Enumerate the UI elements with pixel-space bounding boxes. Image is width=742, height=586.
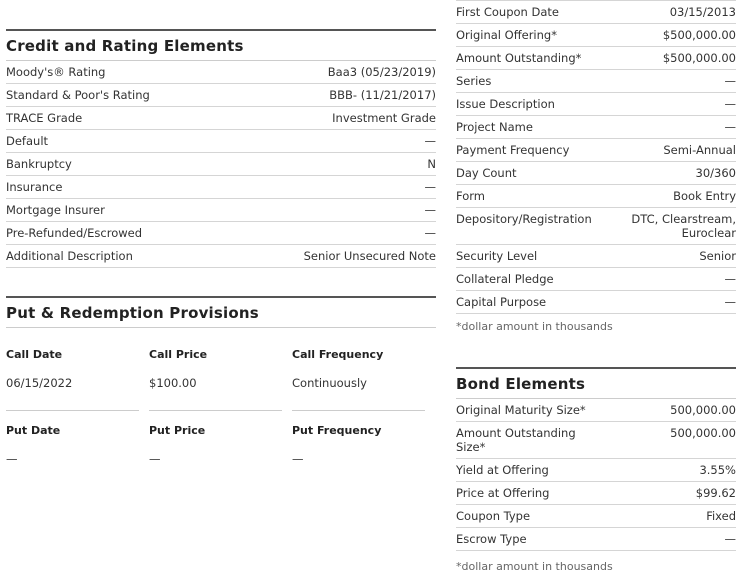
row-label: Form [456,189,485,203]
row-value: — [724,97,736,111]
row-value: — [424,203,436,217]
row-value: DTC, Clearstream, Euroclear [631,212,736,240]
row-label: Bankruptcy [6,157,72,171]
row-label: TRACE Grade [6,111,83,125]
call-frequency-label: Call Frequency [292,348,384,361]
row-value: — [724,74,736,88]
row-label: Default [6,134,49,148]
call-frequency-cell [292,348,425,411]
issue-row-first-coupon-date [456,1,736,24]
row-label: Standard & Poor's Rating [6,88,150,102]
call-date-label: Call Date [6,348,63,361]
row-value: 500,000.00 [670,426,736,440]
issue-row-payment-frequency [456,139,736,162]
row-value: — [424,180,436,194]
row-label: Coupon Type [456,509,531,523]
put-price-label: Put Price [149,424,206,437]
put-price-cell [149,424,282,466]
bond-elements-table [456,399,736,551]
put-provisions [6,424,436,466]
row-value: — [424,134,436,148]
divider [6,410,139,411]
row-value: — [724,272,736,286]
call-price-label: Call Price [149,348,208,361]
row-label: Series [456,74,492,88]
call-price-value: $100.00 [149,376,197,390]
row-value: — [424,226,436,240]
credit-row-moodys [6,61,436,84]
row-label: Moody's® Rating [6,65,106,79]
row-label: Pre-Refunded/Escrowed [6,226,143,240]
credit-rating-table [6,61,436,268]
row-value: Semi-Annual [663,143,736,157]
row-value: — [724,532,736,546]
issue-row-capital-purpose [456,291,736,314]
issue-row-amount-outstanding [456,47,736,70]
row-label: Original Maturity Size* [456,403,586,417]
bond-row-yield-at-offering [456,459,736,482]
row-label: Yield at Offering [456,463,549,477]
issue-table [456,0,736,314]
credit-row-sp [6,84,436,107]
row-value: — [724,120,736,134]
issue-footnote: *dollar amount in thousands [456,320,613,333]
issue-row-series [456,70,736,93]
row-label: Project Name [456,120,533,134]
bond-elements-title: Bond Elements [456,367,736,399]
row-value: — [724,295,736,309]
put-frequency-value: — [292,452,304,466]
bond-row-coupon-type [456,505,736,528]
left-column [6,0,436,466]
row-label: Amount Outstanding Size* [456,426,576,454]
row-label: Mortgage Insurer [6,203,105,217]
row-value: 3.55% [699,463,736,477]
bond-row-amount-outstanding-size [456,422,736,459]
put-date-cell [6,424,139,466]
row-label: Original Offering* [456,28,557,42]
issue-row-original-offering [456,24,736,47]
put-price-value: — [149,452,161,466]
row-value: $99.62 [695,486,736,500]
row-label: Payment Frequency [456,143,570,157]
divider [292,410,425,411]
call-provisions [6,348,436,411]
issue-row-form [456,185,736,208]
row-value: Senior Unsecured Note [303,249,436,263]
credit-row-prerefunded [6,222,436,245]
row-value: 30/360 [695,166,736,180]
credit-row-mortgage-insurer [6,199,436,222]
row-label: Depository/Registration [456,212,592,226]
row-value: Investment Grade [332,111,436,125]
bond-row-price-at-offering [456,482,736,505]
row-label: Additional Description [6,249,133,263]
row-label: Collateral Pledge [456,272,554,286]
credit-row-additional-description [6,245,436,268]
row-value: BBB- (11/21/2017) [329,88,436,102]
issue-row-depository [456,208,736,245]
credit-row-default [6,130,436,153]
credit-rating-title: Credit and Rating Elements [6,29,436,61]
row-value: 03/15/2013 [669,5,736,19]
bond-footnote: *dollar amount in thousands [456,560,613,573]
call-date-cell [6,348,139,411]
row-label: Escrow Type [456,532,527,546]
bond-row-escrow-type [456,528,736,551]
credit-row-trace [6,107,436,130]
issue-row-collateral-pledge [456,268,736,291]
issue-row-day-count [456,162,736,185]
row-label: Issue Description [456,97,555,111]
credit-row-insurance [6,176,436,199]
row-label: Security Level [456,249,538,263]
row-label: Day Count [456,166,517,180]
row-label: Price at Offering [456,486,550,500]
put-redemption-title: Put & Redemption Provisions [6,296,436,328]
row-value: Baa3 (05/23/2019) [327,65,436,79]
put-date-label: Put Date [6,424,61,437]
divider [149,410,282,411]
issue-row-security-level [456,245,736,268]
issue-row-issue-description [456,93,736,116]
call-frequency-value: Continuously [292,376,367,390]
row-label: Insurance [6,180,63,194]
put-frequency-cell [292,424,425,466]
put-frequency-label: Put Frequency [292,424,382,437]
row-label: First Coupon Date [456,5,559,19]
row-value: $500,000.00 [662,51,736,65]
row-value: N [427,157,436,171]
call-date-value: 06/15/2022 [6,376,73,390]
bond-row-original-maturity-size [456,399,736,422]
row-value: $500,000.00 [662,28,736,42]
credit-row-bankruptcy [6,153,436,176]
row-value: Senior [699,249,736,263]
row-label: Amount Outstanding* [456,51,582,65]
row-value: Book Entry [673,189,736,203]
row-value: 500,000.00 [670,403,736,417]
right-column [456,0,736,573]
row-value: Fixed [706,509,736,523]
put-date-value: — [6,452,18,466]
call-price-cell [149,348,282,411]
issue-row-project-name [456,116,736,139]
row-label: Capital Purpose [456,295,547,309]
